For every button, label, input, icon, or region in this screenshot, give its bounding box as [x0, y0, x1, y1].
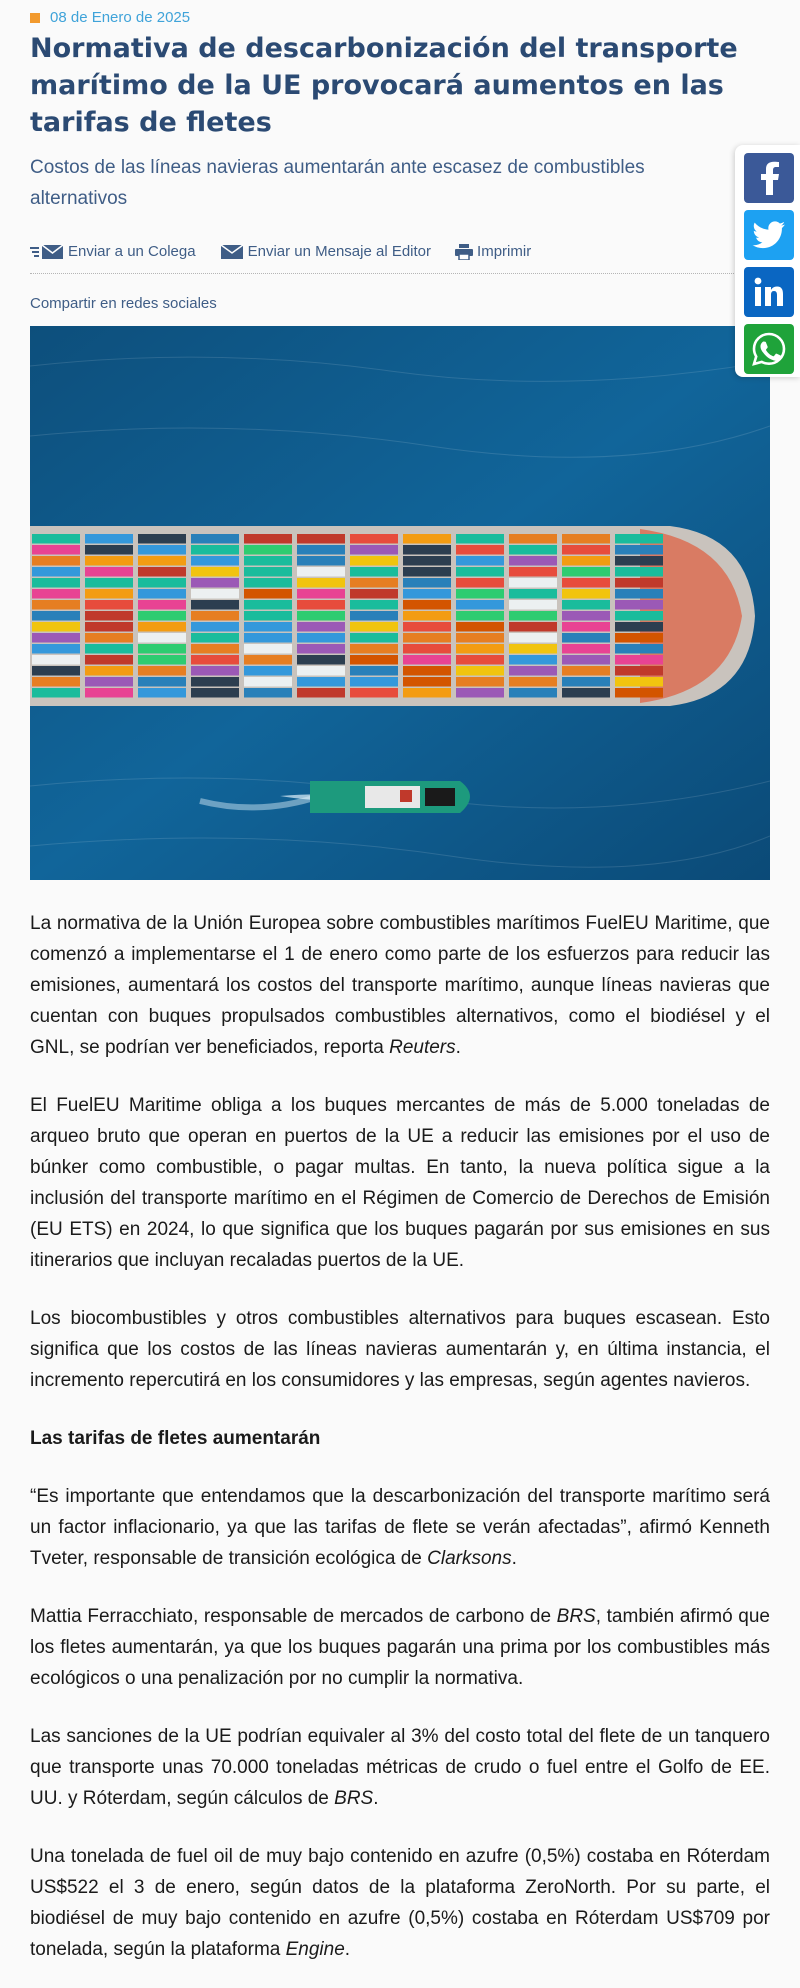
container-block: [297, 611, 345, 621]
container-block: [562, 677, 610, 687]
container-block: [85, 545, 133, 555]
container-block: [244, 688, 292, 698]
container-block: [191, 545, 239, 555]
container-block: [191, 677, 239, 687]
container-block: [562, 655, 610, 665]
linkedin-icon: [754, 277, 784, 307]
container-block: [85, 534, 133, 544]
printer-icon: [455, 244, 473, 260]
container-block: [85, 622, 133, 632]
social-share-bar: [735, 145, 800, 377]
container-block: [403, 622, 451, 632]
container-block: [191, 688, 239, 698]
container-block: [509, 567, 557, 577]
container-block: [191, 622, 239, 632]
container-block: [191, 534, 239, 544]
print-label: Imprimir: [477, 243, 532, 260]
container-block: [509, 688, 557, 698]
container-block: [297, 534, 345, 544]
whatsapp-share-button[interactable]: [744, 324, 794, 374]
container-block: [297, 644, 345, 654]
container-block: [509, 589, 557, 599]
container-block: [138, 545, 186, 555]
container-block: [615, 567, 663, 577]
container-block: [244, 556, 292, 566]
container-block: [85, 567, 133, 577]
container-block: [32, 633, 80, 643]
container-block: [350, 611, 398, 621]
container-block: [509, 633, 557, 643]
section-heading: Las tarifas de fletes aumentarán: [30, 1428, 321, 1449]
container-block: [191, 611, 239, 621]
container-block: [615, 589, 663, 599]
container-block: [562, 545, 610, 555]
linkedin-share-button[interactable]: [744, 267, 794, 317]
container-block: [509, 534, 557, 544]
container-block: [615, 655, 663, 665]
container-block: [244, 666, 292, 676]
container-block: [403, 545, 451, 555]
container-block: [32, 688, 80, 698]
container-block: [244, 534, 292, 544]
container-block: [403, 666, 451, 676]
container-block: [138, 633, 186, 643]
container-block: [244, 600, 292, 610]
container-block: [297, 600, 345, 610]
container-block: [32, 589, 80, 599]
container-block: [456, 688, 504, 698]
container-block: [191, 666, 239, 676]
container-block: [456, 677, 504, 687]
paragraph-3: Los biocombustibles y otros combustibles alternativos para buques escasean. Esto significa que los costos de las líneas navieras aumentarán y, en última instancia, el incremento repercutirá en los consumidores y las empresas, según agentes navieros.: [30, 1308, 770, 1391]
container-block: [562, 556, 610, 566]
container-block: [615, 622, 663, 632]
container-block: [509, 556, 557, 566]
container-block: [562, 534, 610, 544]
container-block: [456, 666, 504, 676]
container-block: [350, 567, 398, 577]
container-block: [32, 556, 80, 566]
container-block: [403, 644, 451, 654]
container-block: [297, 622, 345, 632]
container-block: [615, 633, 663, 643]
container-block: [403, 567, 451, 577]
container-block: [562, 578, 610, 588]
container-block: [509, 644, 557, 654]
container-block: [350, 633, 398, 643]
article-subtitle: Costos de las líneas navieras aumentarán ante escasez de combustibles alternativos: [30, 157, 645, 209]
article-date: 08 de Enero de 2025: [50, 9, 191, 26]
container-block: [138, 589, 186, 599]
container-block: [32, 644, 80, 654]
container-block: [509, 622, 557, 632]
whatsapp-icon: [751, 331, 787, 367]
container-block: [456, 655, 504, 665]
container-block: [615, 534, 663, 544]
container-block: [350, 644, 398, 654]
container-block: [85, 600, 133, 610]
container-block: [32, 677, 80, 687]
paragraph-6: Las sanciones de la UE podrían equivaler al 3% del costo total del flete de un tanquero que transporte unas 70.000 toneladas métricas de crudo o fuel entre el Golfo de EE. UU. y Róterdam, según cálculos de BRS.: [30, 1726, 770, 1809]
container-block: [244, 545, 292, 555]
container-block: [509, 666, 557, 676]
container-block: [297, 545, 345, 555]
print-link[interactable]: [455, 243, 531, 260]
date-marker: [30, 13, 40, 23]
container-block: [403, 556, 451, 566]
container-block: [562, 644, 610, 654]
paragraph-7: Una tonelada de fuel oil de muy bajo contenido en azufre (0,5%) costaba en Róterdam US$522 el 3 de enero, según datos de la plataforma ZeroNorth. Por su parte, el biodiésel de muy bajo contenido en azufre (0,5%) costaba en Róterdam US$709 por tonelada, según la plataforma Engine.: [30, 1846, 770, 1960]
container-block: [350, 688, 398, 698]
article-title: Normativa de descarbonización del transporte marítimo de la UE provocará aumentos en las tarifas de fletes: [30, 33, 738, 138]
container-block: [32, 622, 80, 632]
container-block: [403, 534, 451, 544]
container-block: [456, 545, 504, 555]
container-block: [138, 600, 186, 610]
container-block: [403, 578, 451, 588]
container-block: [32, 655, 80, 665]
message-editor-link[interactable]: [220, 243, 431, 260]
container-block: [456, 534, 504, 544]
container-block: [138, 578, 186, 588]
container-block: [350, 677, 398, 687]
paragraph-4: “Es importante que entendamos que la descarbonización del transporte marítimo será un factor inflacionario, ya que las tarifas de flete se verán afectadas”, afirmó Kenneth Tveter, responsable de transición ecológica de Clarksons.: [30, 1486, 770, 1569]
container-block: [456, 600, 504, 610]
container-block: [615, 688, 663, 698]
container-block: [244, 567, 292, 577]
container-block: [403, 688, 451, 698]
container-block: [615, 556, 663, 566]
paragraph-1: La normativa de la Unión Europea sobre combustibles marítimos FuelEU Maritime, que comenzó a implementarse el 1 de enero como parte de los esfuerzos para reducir las emisiones, aumentará los costos del transporte marítimo, aunque líneas navieras que cuentan con buques propulsados combustibles alternativos, como el biodiésel y el GNL, se podrían ver beneficiados, reporta Reuters.: [30, 913, 770, 1058]
container-block: [615, 666, 663, 676]
container-block: [562, 567, 610, 577]
container-block: [85, 633, 133, 643]
container-block: [85, 578, 133, 588]
container-block: [350, 556, 398, 566]
container-block: [509, 545, 557, 555]
container-block: [562, 600, 610, 610]
container-ship-illustration: [30, 326, 770, 880]
container-block: [244, 578, 292, 588]
container-block: [562, 688, 610, 698]
container-block: [32, 567, 80, 577]
container-block: [456, 567, 504, 577]
container-block: [509, 677, 557, 687]
container-block: [456, 622, 504, 632]
divider: [30, 273, 770, 274]
container-block: [32, 600, 80, 610]
container-block: [138, 655, 186, 665]
paragraph-5: Mattia Ferracchiato, responsable de mercados de carbono de BRS, también afirmó que los fletes aumentarán, ya que los buques pagarán una prima por los combustibles más ecológicos o una penalización por no cumplir la normativa.: [30, 1606, 770, 1689]
container-block: [85, 589, 133, 599]
paragraph-2: El FuelEU Maritime obliga a los buques mercantes de más de 5.000 toneladas de arqueo bruto que operan en puertos de la UE a reducir las emisiones por el uso de búnker como combustible, o pagar multas. En tanto, la nueva política sigue a la inclusión del transporte marítimo en el Régimen de Comercio de Derechos de Emisión (EU ETS) en 2024, lo que significa que los buques pagarán por sus emisiones en sus itinerarios que incluyan recaladas puertos de la UE.: [30, 1095, 770, 1271]
send-colleague-label: Enviar a un Colega: [68, 243, 196, 260]
container-block: [32, 611, 80, 621]
container-block: [244, 644, 292, 654]
container-block: [138, 644, 186, 654]
container-block: [403, 655, 451, 665]
send-colleague-link[interactable]: [30, 243, 196, 260]
container-block: [509, 600, 557, 610]
container-block: [615, 545, 663, 555]
container-block: [138, 677, 186, 687]
container-block: [191, 633, 239, 643]
container-block: [85, 677, 133, 687]
container-block: [456, 611, 504, 621]
container-block: [297, 589, 345, 599]
container-block: [350, 655, 398, 665]
container-block: [85, 611, 133, 621]
share-social-link[interactable]: Compartir en redes sociales: [30, 295, 217, 312]
container-block: [244, 622, 292, 632]
container-block: [615, 600, 663, 610]
container-block: [138, 534, 186, 544]
message-editor-label: Enviar un Mensaje al Editor: [247, 243, 432, 260]
container-block: [32, 534, 80, 544]
container-block: [85, 644, 133, 654]
container-block: [138, 567, 186, 577]
container-block: [191, 655, 239, 665]
container-block: [85, 655, 133, 665]
container-block: [297, 633, 345, 643]
container-block: [85, 666, 133, 676]
container-block: [456, 556, 504, 566]
container-block: [350, 578, 398, 588]
container-block: [244, 589, 292, 599]
container-block: [562, 633, 610, 643]
container-block: [403, 600, 451, 610]
container-block: [32, 666, 80, 676]
container-block: [85, 688, 133, 698]
container-block: [191, 600, 239, 610]
container-block: [297, 677, 345, 687]
container-block: [350, 666, 398, 676]
twitter-icon: [752, 221, 786, 249]
container-block: [244, 633, 292, 643]
container-block: [138, 611, 186, 621]
container-block: [562, 589, 610, 599]
container-block: [244, 655, 292, 665]
container-block: [456, 589, 504, 599]
container-block: [403, 589, 451, 599]
container-block: [509, 578, 557, 588]
container-block: [297, 567, 345, 577]
container-block: [297, 655, 345, 665]
container-block: [456, 633, 504, 643]
container-block: [615, 611, 663, 621]
container-block: [509, 611, 557, 621]
container-block: [615, 644, 663, 654]
container-block: [509, 655, 557, 665]
container-block: [350, 622, 398, 632]
container-block: [191, 578, 239, 588]
date-row: [30, 9, 190, 26]
container-block: [191, 644, 239, 654]
container-block: [615, 677, 663, 687]
article-tools: [30, 243, 770, 260]
envelope-icon: [220, 244, 244, 260]
container-block: [244, 677, 292, 687]
container-block: [350, 534, 398, 544]
container-block: [403, 611, 451, 621]
container-block: [403, 677, 451, 687]
container-block: [138, 666, 186, 676]
container-block: [32, 545, 80, 555]
container-block: [297, 688, 345, 698]
container-block: [297, 578, 345, 588]
container-block: [562, 666, 610, 676]
container-block: [297, 666, 345, 676]
facebook-share-button[interactable]: [744, 153, 794, 203]
container-block: [350, 545, 398, 555]
container-block: [297, 556, 345, 566]
container-block: [85, 556, 133, 566]
container-block: [191, 556, 239, 566]
facebook-icon: [756, 161, 782, 195]
container-block: [456, 644, 504, 654]
container-block: [244, 611, 292, 621]
container-block: [32, 578, 80, 588]
container-block: [350, 600, 398, 610]
container-block: [403, 633, 451, 643]
container-block: [350, 589, 398, 599]
container-block: [191, 567, 239, 577]
container-block: [138, 688, 186, 698]
hero-image: [30, 326, 770, 880]
container-block: [562, 611, 610, 621]
article-body: [30, 908, 770, 1988]
container-block: [615, 578, 663, 588]
container-block: [138, 622, 186, 632]
send-colleague-icon: [30, 244, 64, 260]
container-block: [456, 578, 504, 588]
twitter-share-button[interactable]: [744, 210, 794, 260]
container-block: [138, 556, 186, 566]
container-block: [191, 589, 239, 599]
container-block: [562, 622, 610, 632]
